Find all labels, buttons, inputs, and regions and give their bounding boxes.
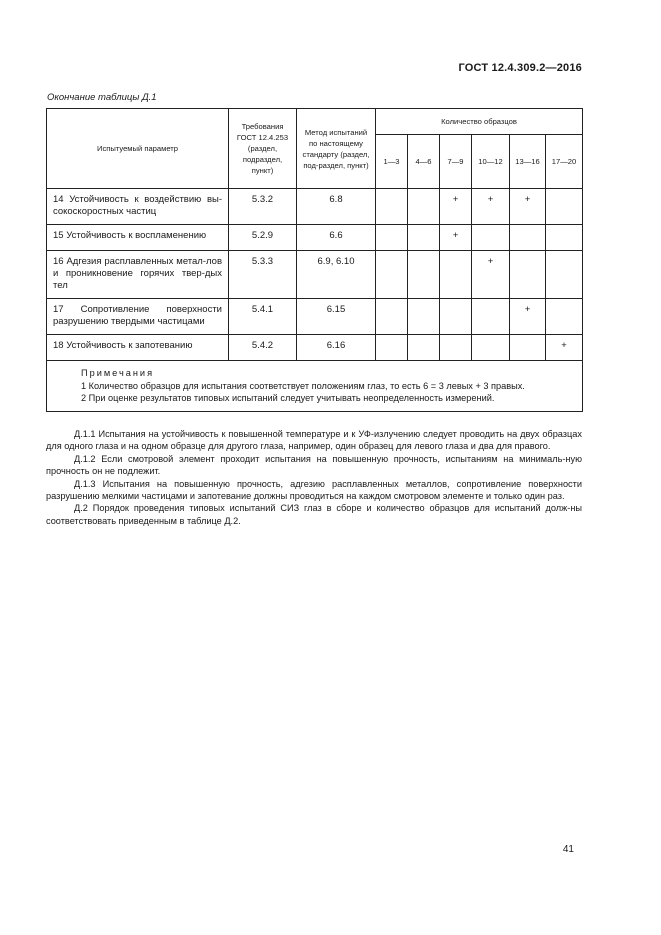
sample-mark bbox=[376, 335, 408, 361]
notes-title: Примечания bbox=[81, 368, 155, 378]
sample-mark bbox=[510, 225, 546, 251]
header-requirements: Требования ГОСТ 12.4.253 (раздел, подраздел, пункт) bbox=[229, 109, 297, 189]
header-param: Испытуемый параметр bbox=[47, 109, 229, 189]
sample-mark: + bbox=[472, 251, 510, 299]
table-caption: Окончание таблицы Д.1 bbox=[47, 92, 157, 103]
sample-mark: + bbox=[510, 189, 546, 225]
sample-mark bbox=[376, 251, 408, 299]
method-ref: 6.8 bbox=[297, 189, 376, 225]
note-item: 1 Количество образцов для испытания соответствует положениям глаз, то есть 6 = 3 левых + 3 правых. bbox=[81, 380, 525, 391]
sample-mark bbox=[510, 251, 546, 299]
sample-mark bbox=[472, 335, 510, 361]
note-item: 2 При оценке результатов типовых испытаний следует учитывать неопределенность измерений. bbox=[81, 393, 495, 403]
sample-mark bbox=[408, 299, 440, 335]
param-name: 17 Сопротивление поверхности разрушению твердыми частицами bbox=[47, 299, 229, 335]
sample-mark bbox=[376, 225, 408, 251]
table-row bbox=[47, 335, 583, 361]
table-row bbox=[47, 189, 583, 225]
sample-mark: + bbox=[546, 335, 583, 361]
sample-mark bbox=[510, 335, 546, 361]
method-ref: 6.15 bbox=[297, 299, 376, 335]
sample-mark: + bbox=[472, 189, 510, 225]
header-range: 17—20 bbox=[546, 135, 583, 189]
sample-mark bbox=[408, 335, 440, 361]
table-row bbox=[47, 225, 583, 251]
header-range: 1—3 bbox=[376, 135, 408, 189]
sample-mark bbox=[546, 299, 583, 335]
sample-mark bbox=[408, 189, 440, 225]
table-notes bbox=[47, 361, 583, 412]
param-name: 15 Устойчивость к воспламенению bbox=[47, 225, 229, 251]
sample-mark bbox=[376, 189, 408, 225]
sample-mark bbox=[546, 251, 583, 299]
sample-mark bbox=[440, 251, 472, 299]
method-ref: 6.6 bbox=[297, 225, 376, 251]
sample-mark bbox=[440, 299, 472, 335]
sample-mark bbox=[408, 251, 440, 299]
requirement-ref: 5.3.2 bbox=[229, 189, 297, 225]
sample-mark bbox=[472, 299, 510, 335]
header-range: 10—12 bbox=[472, 135, 510, 189]
sample-mark bbox=[440, 335, 472, 361]
requirement-ref: 5.4.2 bbox=[229, 335, 297, 361]
paragraph: Д.1.2 Если смотровой элемент проходит испытания на повышенную прочность, испытаниям на минималь-ную прочность он не подлежит. bbox=[46, 453, 582, 477]
header-range: 13—16 bbox=[510, 135, 546, 189]
sample-mark: + bbox=[440, 189, 472, 225]
param-name: 18 Устойчивость к запотеванию bbox=[47, 335, 229, 361]
sample-mark: + bbox=[510, 299, 546, 335]
method-ref: 6.9, 6.10 bbox=[297, 251, 376, 299]
sample-mark: + bbox=[440, 225, 472, 251]
sample-mark bbox=[472, 225, 510, 251]
standard-designation: ГОСТ 12.4.309.2—2016 bbox=[458, 62, 582, 74]
paragraph: Д.1.3 Испытания на повышенную прочность, адгезию расплавленных металлов, сопротивление поверхности разрушению мелкими частицами и запотевание должны проводиться на каждом смотровом элементе и только один раз. bbox=[46, 478, 582, 502]
requirement-ref: 5.4.1 bbox=[229, 299, 297, 335]
header-range: 4—6 bbox=[408, 135, 440, 189]
param-name: 14 Устойчивость к воздействию вы-сокоскоростных частиц bbox=[47, 189, 229, 225]
sample-mark bbox=[408, 225, 440, 251]
header-range: 7—9 bbox=[440, 135, 472, 189]
sample-mark bbox=[376, 299, 408, 335]
header-sample-count: Количество образцов bbox=[376, 109, 583, 135]
paragraph: Д.2 Порядок проведения типовых испытаний СИЗ глаз в сборе и количество образцов для испытаний долж-ны соответствовать приведенным в таблице Д.2. bbox=[46, 503, 582, 526]
header-method: Метод испытаний по настоящему стандарту (раздел, под-раздел, пункт) bbox=[297, 109, 376, 189]
paragraph: Д.1.1 Испытания на устойчивость к повышенной температуре и к УФ-излучению следует проводить на двух образцах для одного глаза и на одном образце для другого глаза, например, один образец для левого глаза и два для правого. bbox=[46, 429, 582, 452]
table-row bbox=[47, 299, 583, 335]
requirement-ref: 5.3.3 bbox=[229, 251, 297, 299]
sample-mark bbox=[546, 225, 583, 251]
notes-row bbox=[47, 361, 583, 412]
table-row bbox=[47, 251, 583, 299]
samples-table bbox=[46, 108, 583, 412]
body-text bbox=[46, 428, 582, 527]
param-name: 16 Адгезия расплавленных метал-лов и проникновение горячих твер-дых тел bbox=[47, 251, 229, 299]
method-ref: 6.16 bbox=[297, 335, 376, 361]
requirement-ref: 5.2.9 bbox=[229, 225, 297, 251]
page-number: 41 bbox=[562, 844, 574, 855]
sample-mark bbox=[546, 189, 583, 225]
